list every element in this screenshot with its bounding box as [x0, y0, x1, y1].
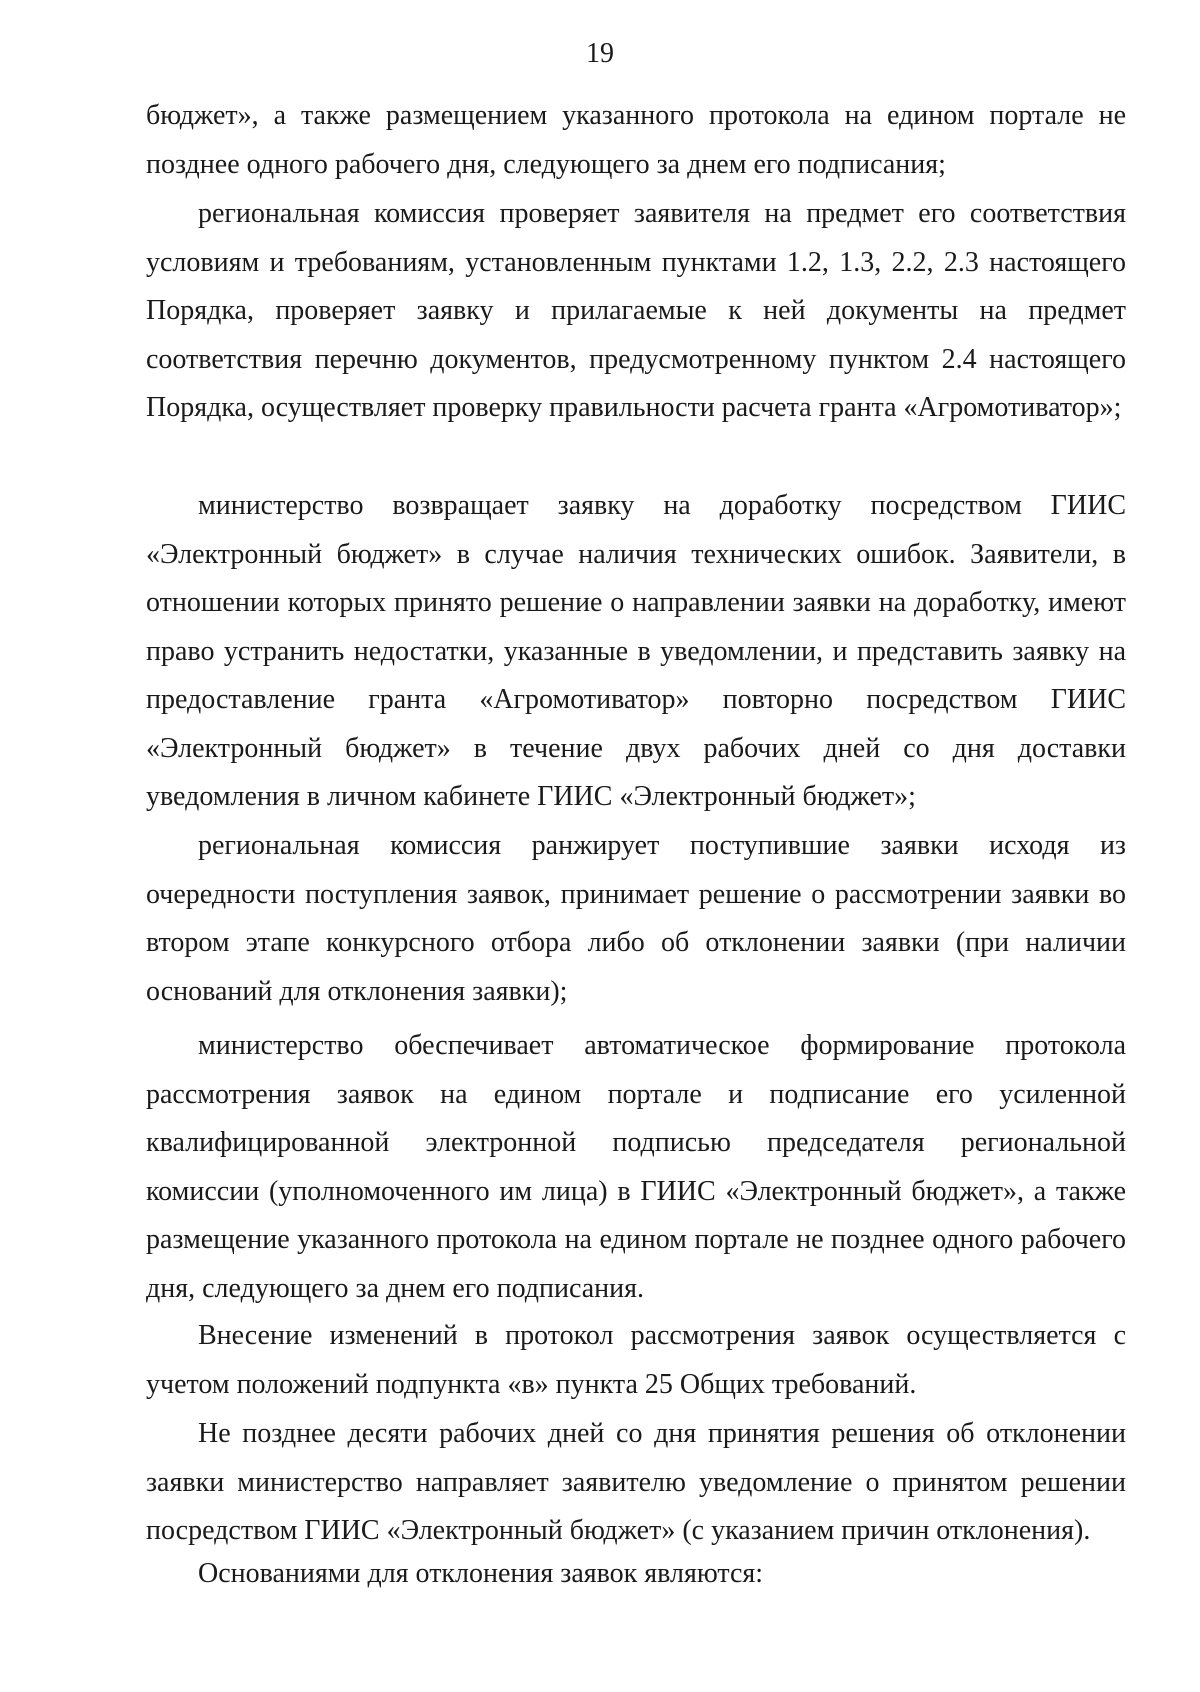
page-number: 19 [586, 38, 614, 69]
paragraph-4: региональная комиссия ранжирует поступившие заявки исходя из очередности поступления заявок, принимает решение о рассмотрении заявки во втором этапе конкурсного отбора либо об отклонении заявки (при наличии оснований для отклонения заявки); [146, 830, 1126, 1007]
paragraph-5: министерство обеспечивает автоматическое формирование протокола рассмотрения заявок на едином портале и подписание его усиленной квалифицированной электронной подписью председателя региональной комиссии (уполномоченного им лица) в ГИИС «Электронный бюджет», а также размещение указанного протокола на едином портале не позднее одного рабочего дня, следующего за днем его подписания. [146, 1030, 1126, 1304]
paragraph-1: бюджет», а также размещением указанного протокола на едином портале не позднее одного рабочего дня, следующего за днем его подписания; [146, 100, 1126, 180]
paragraph-3: министерство возвращает заявку на доработку посредством ГИИС «Электронный бюджет» в случае наличия технических ошибок. Заявители, в отношении которых принято решение о направлении заявки на доработку, имеют право устранить недостатки, указанные в уведомлении, и представить заявку на предоставление гранта «Агромотиватор» повторно посредством ГИИС «Электронный бюджет» в течение двух рабочих дней со дня доставки уведомления в личном кабинете ГИИС «Электронный бюджет»; [146, 490, 1126, 812]
paragraph-7: Не позднее десяти рабочих дней со дня принятия решения об отклонении заявки министерство направляет заявителю уведомление о принятом решении посредством ГИИС «Электронный бюджет» (с указанием причин отклонения). [146, 1418, 1126, 1546]
paragraph-6: Внесение изменений в протокол рассмотрения заявок осуществляется с учетом положений подпункта «в» пункта 25 Общих требований. [146, 1320, 1126, 1400]
paragraph-8: Основаниями для отклонения заявок являются: [198, 1558, 764, 1589]
paragraph-2: региональная комиссия проверяет заявителя на предмет его соответствия условиям и требованиям, установленным пунктами 1.2, 1.3, 2.2, 2.3 настоящего Порядка, проверяет заявку и прилагаемые к ней документы на предмет соответствия перечню документов, предусмотренному пунктом 2.4 настоящего Порядка, осуществляет проверку правильности расчета гранта «Агромотиватор»; [146, 198, 1126, 423]
